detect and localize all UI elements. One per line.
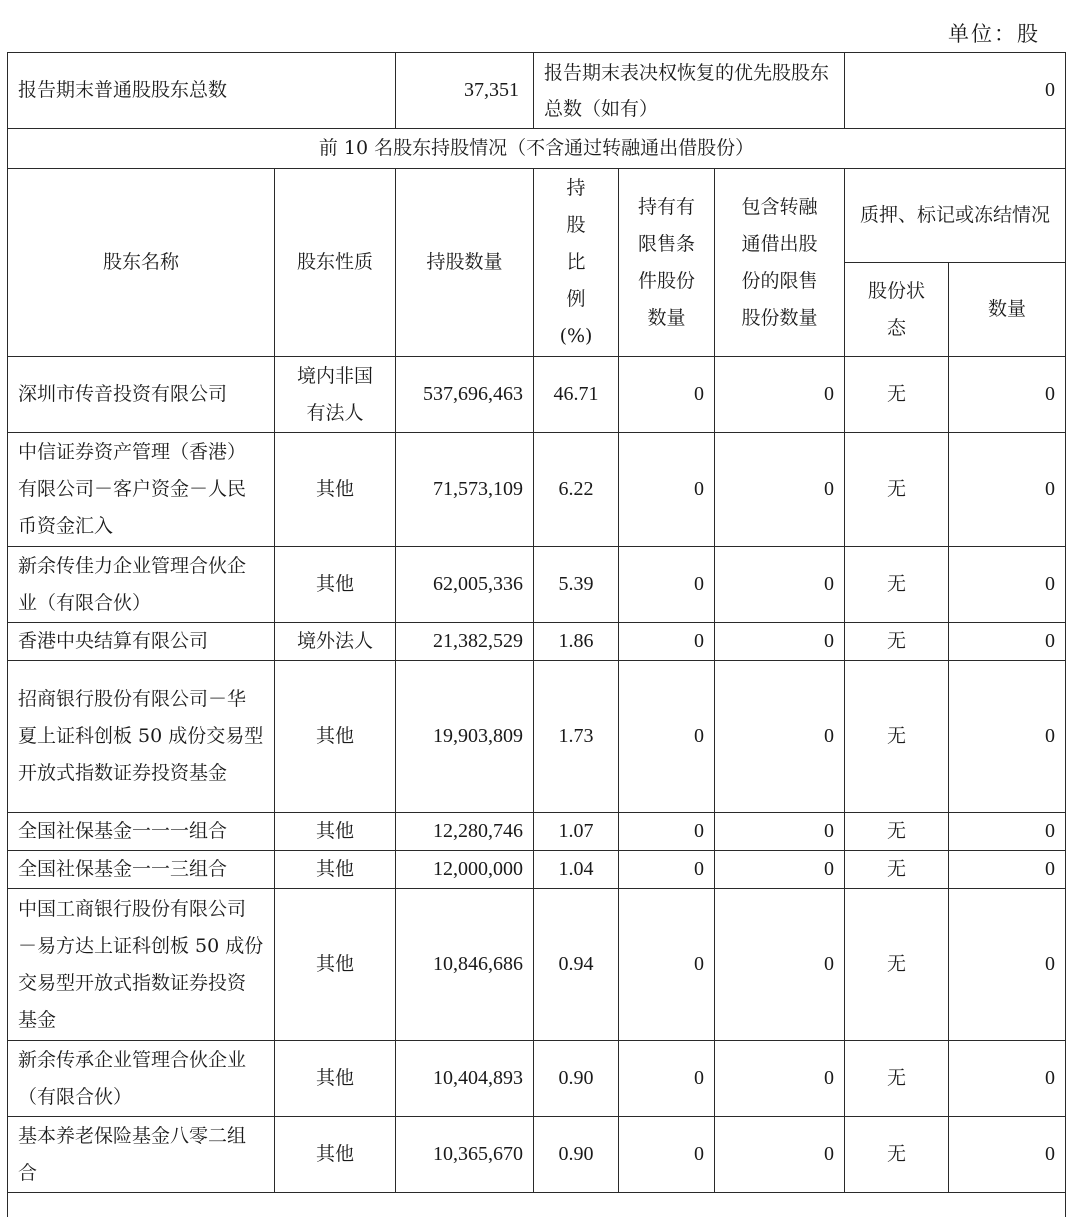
table-row — [8, 1117, 1066, 1193]
cell-name: 新余传佳力企业管理合伙企业（有限合伙） — [8, 547, 275, 623]
cell-ratio: 1.04 — [534, 851, 619, 889]
cell-pledge-qty: 0 — [949, 851, 1066, 889]
cell-lent: 0 — [715, 813, 845, 851]
cell-lent: 0 — [715, 889, 845, 1041]
cell-pledge-qty: 0 — [949, 1041, 1066, 1117]
cell-nature: 其他 — [275, 813, 396, 851]
cell-ratio: 6.22 — [534, 433, 619, 547]
cell-lent: 0 — [715, 1117, 845, 1193]
cell-pledge-qty: 0 — [949, 623, 1066, 661]
cell-name: 深圳市传音投资有限公司 — [8, 357, 275, 433]
cell-name: 基本养老保险基金八零二组合 — [8, 1117, 275, 1193]
cell-pledge-qty: 0 — [949, 1117, 1066, 1193]
cell-pledge-status: 无 — [845, 547, 949, 623]
cell-pledge-status: 无 — [845, 889, 949, 1041]
cell-ratio: 1.73 — [534, 661, 619, 813]
header-pledge-qty: 数量 — [949, 263, 1066, 357]
cell-pledge-qty: 0 — [949, 357, 1066, 433]
cell-pledge-status: 无 — [845, 1117, 949, 1193]
cell-shares: 12,280,746 — [396, 813, 534, 851]
cell-nature: 其他 — [275, 1041, 396, 1117]
unit-label: 单位：股 — [948, 22, 1040, 46]
table-row — [8, 813, 1066, 851]
table-row — [8, 661, 1066, 813]
header-name: 股东名称 — [8, 169, 275, 357]
cell-restricted: 0 — [619, 1041, 715, 1117]
cell-pledge-qty: 0 — [949, 433, 1066, 547]
cell-lent: 0 — [715, 851, 845, 889]
section-title: 前 10 名股东持股情况（不含通过转融通出借股份） — [8, 129, 1066, 169]
table-row — [8, 889, 1066, 1041]
header-nature: 股东性质 — [275, 169, 396, 357]
cell-pledge-qty: 0 — [949, 547, 1066, 623]
cell-lent: 0 — [715, 1041, 845, 1117]
cell-lent: 0 — [715, 623, 845, 661]
table-row — [8, 851, 1066, 889]
cell-pledge-status: 无 — [845, 851, 949, 889]
header-lent: 包含转融通借出股份的限售股份数量 — [715, 169, 845, 357]
cell-lent: 0 — [715, 547, 845, 623]
table-continuation-row — [8, 1193, 1066, 1217]
cell-restricted: 0 — [619, 813, 715, 851]
cell-lent: 0 — [715, 433, 845, 547]
header-ratio: 持股比例(%) — [534, 169, 619, 357]
header-restricted: 持有有限售条件股份数量 — [619, 169, 715, 357]
cell-ratio: 1.86 — [534, 623, 619, 661]
table-continuation-cell — [8, 1193, 1066, 1217]
cell-shares: 12,000,000 — [396, 851, 534, 889]
table-row — [8, 357, 1066, 433]
cell-restricted: 0 — [619, 1117, 715, 1193]
cell-name: 招商银行股份有限公司－华夏上证科创板 50 成份交易型开放式指数证券投资基金 — [8, 661, 275, 813]
cell-restricted: 0 — [619, 433, 715, 547]
cell-ratio: 1.07 — [534, 813, 619, 851]
header-shares: 持股数量 — [396, 169, 534, 357]
cell-nature: 境外法人 — [275, 623, 396, 661]
cell-nature: 其他 — [275, 851, 396, 889]
cell-nature: 其他 — [275, 889, 396, 1041]
header-pledge-status: 股份状态 — [845, 263, 949, 357]
cell-pledge-qty: 0 — [949, 813, 1066, 851]
header-row — [8, 169, 1066, 263]
section-title-row — [8, 129, 1066, 169]
cell-restricted: 0 — [619, 851, 715, 889]
cell-pledge-qty: 0 — [949, 889, 1066, 1041]
cell-restricted: 0 — [619, 661, 715, 813]
summary-row — [8, 53, 1066, 129]
cell-shares: 10,846,686 — [396, 889, 534, 1041]
cell-shares: 10,404,893 — [396, 1041, 534, 1117]
cell-name: 香港中央结算有限公司 — [8, 623, 275, 661]
cell-ratio: 5.39 — [534, 547, 619, 623]
cell-lent: 0 — [715, 357, 845, 433]
cell-shares: 62,005,336 — [396, 547, 534, 623]
shareholder-table — [7, 52, 1066, 1217]
cell-name: 中国工商银行股份有限公司－易方达上证科创板 50 成份交易型开放式指数证券投资基金 — [8, 889, 275, 1041]
cell-ratio: 46.71 — [534, 357, 619, 433]
table-row — [8, 1041, 1066, 1117]
cell-nature: 其他 — [275, 1117, 396, 1193]
table-row — [8, 547, 1066, 623]
cell-nature: 其他 — [275, 433, 396, 547]
preferred-holders-value: 0 — [845, 53, 1066, 129]
cell-lent: 0 — [715, 661, 845, 813]
cell-ratio: 0.90 — [534, 1117, 619, 1193]
cell-nature: 其他 — [275, 547, 396, 623]
cell-shares: 21,382,529 — [396, 623, 534, 661]
cell-shares: 10,365,670 — [396, 1117, 534, 1193]
cell-nature: 其他 — [275, 661, 396, 813]
cell-restricted: 0 — [619, 623, 715, 661]
cell-ratio: 0.94 — [534, 889, 619, 1041]
cell-pledge-status: 无 — [845, 357, 949, 433]
cell-restricted: 0 — [619, 357, 715, 433]
cell-nature: 境内非国有法人 — [275, 357, 396, 433]
cell-name: 全国社保基金一一一组合 — [8, 813, 275, 851]
preferred-holders-label: 报告期末表决权恢复的优先股股东总数（如有） — [534, 53, 845, 129]
table-row — [8, 623, 1066, 661]
header-pledge-group: 质押、标记或冻结情况 — [845, 169, 1066, 263]
cell-name: 全国社保基金一一三组合 — [8, 851, 275, 889]
cell-pledge-status: 无 — [845, 1041, 949, 1117]
cell-ratio: 0.90 — [534, 1041, 619, 1117]
cell-name: 新余传承企业管理合伙企业（有限合伙） — [8, 1041, 275, 1117]
cell-pledge-status: 无 — [845, 623, 949, 661]
cell-shares: 19,903,809 — [396, 661, 534, 813]
cell-shares: 537,696,463 — [396, 357, 534, 433]
common-holders-label: 报告期末普通股股东总数 — [8, 53, 396, 129]
cell-pledge-status: 无 — [845, 661, 949, 813]
cell-restricted: 0 — [619, 889, 715, 1041]
table-row — [8, 433, 1066, 547]
cell-pledge-qty: 0 — [949, 661, 1066, 813]
cell-name: 中信证券资产管理（香港）有限公司－客户资金－人民币资金汇入 — [8, 433, 275, 547]
cell-restricted: 0 — [619, 547, 715, 623]
common-holders-value: 37,351 — [396, 53, 534, 129]
cell-pledge-status: 无 — [845, 813, 949, 851]
cell-shares: 71,573,109 — [396, 433, 534, 547]
cell-pledge-status: 无 — [845, 433, 949, 547]
